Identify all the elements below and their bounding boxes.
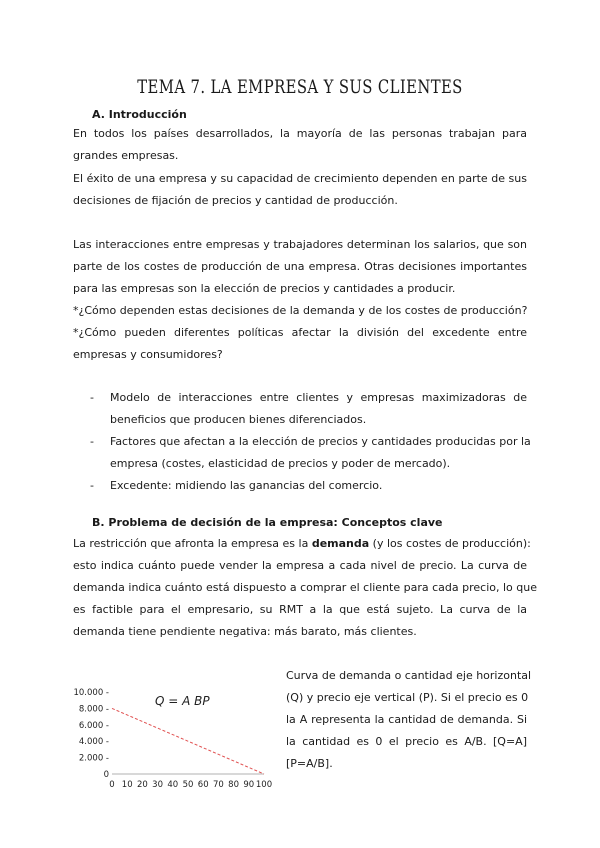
x-tick-label: 20 (136, 780, 148, 790)
bullet-dash: - (90, 479, 94, 492)
section-a-heading: A. Introducción (92, 108, 187, 121)
question-line: *¿Cómo pueden diferentes políticas afectar la división del excedente entre (73, 326, 527, 339)
y-tick-label: 0 (103, 770, 109, 780)
y-tick-label: 4.000 - (78, 737, 109, 748)
paragraph-line: para las empresas son la elección de precios y cantidades a producir. (73, 282, 456, 295)
paragraph-line: grandes empresas. (73, 149, 179, 162)
question-line: empresas y consumidores? (73, 348, 223, 361)
page-title: TEMA 7. LA EMPRESA Y SUS CLIENTES (137, 76, 463, 98)
side-line: Curva de demanda o cantidad eje horizontal (286, 669, 532, 682)
bullet-line: Excedente: midiendo las ganancias del comercio. (110, 479, 383, 492)
x-tick-label: 90 (243, 780, 255, 790)
y-tick-label: 8.000 - (78, 704, 109, 715)
paragraph-line: demanda tiene pendiente negativa: más barato, más clientes. (73, 625, 417, 638)
paragraph-line: es factible para el empresario, su RMT a la que está sujeto. La curva de la (73, 603, 527, 616)
bullet-line: Factores que afectan a la elección de precios y cantidades producidas por la (110, 435, 531, 448)
x-tick-label: 100 (255, 780, 273, 790)
paragraph-line: Las interacciones entre empresas y trabajadores determinan los salarios, que son (73, 238, 527, 251)
demand-chart (70, 680, 280, 795)
demand-line (112, 708, 264, 774)
side-line: la A representa la cantidad de demanda. Si (286, 713, 527, 726)
x-tick-label: 50 (182, 780, 194, 790)
side-line: (Q) y precio eje vertical (P). Si el precio es 0 (286, 691, 529, 704)
bullet-dash: - (90, 435, 94, 448)
paragraph-line: esto indica cuánto puede vender la empresa a cada nivel de precio. La curva de (73, 559, 527, 572)
chart-equation: Q = A BP (155, 694, 210, 708)
section-b-heading: B. Problema de decisión de la empresa: Conceptos clave (92, 516, 443, 529)
paragraph-line (73, 537, 531, 550)
bold-term: demanda (311, 537, 370, 550)
x-tick-label: 0 (109, 780, 115, 790)
paragraph-line: demanda indica cuánto está dispuesto a comprar el cliente para cada precio, lo que (73, 581, 537, 594)
side-line: la cantidad es 0 el precio es A/B. [Q=A] (286, 735, 527, 748)
x-tick-label: 60 (197, 780, 209, 790)
x-tick-label: 80 (228, 780, 240, 790)
line-text: La restricción que afronta la empresa es la (73, 537, 312, 550)
y-tick-label: 10.000 - (73, 688, 109, 698)
line-text: (y los costes de producción): (369, 537, 531, 550)
bullet-dash: - (90, 391, 94, 404)
question-line: *¿Cómo dependen estas decisiones de la demanda y de los costes de producción? (73, 304, 528, 317)
paragraph-line: En todos los países desarrollados, la mayoría de las personas trabajan para (73, 127, 527, 140)
bullet-line: Modelo de interacciones entre clientes y empresas maximizadoras de (110, 391, 527, 404)
paragraph-line: El éxito de una empresa y su capacidad de crecimiento dependen en parte de sus (73, 172, 527, 185)
paragraph-line: decisiones de fijación de precios y cantidad de producción. (73, 194, 398, 207)
bullet-line: beneficios que producen bienes diferenciados. (110, 413, 367, 426)
x-tick-label: 40 (167, 780, 179, 790)
bullet-line: empresa (costes, elasticidad de precios y poder de mercado). (110, 457, 451, 470)
x-tick-label: 70 (212, 780, 224, 790)
side-line: [P=A/B]. (286, 757, 333, 770)
paragraph-line: parte de los costes de producción de una empresa. Otras decisiones importantes (73, 260, 527, 273)
y-tick-label: 6.000 - (78, 720, 109, 731)
x-tick-label: 30 (152, 780, 164, 790)
y-tick-label: 2.000 - (78, 753, 109, 764)
x-tick-label: 10 (121, 780, 133, 790)
